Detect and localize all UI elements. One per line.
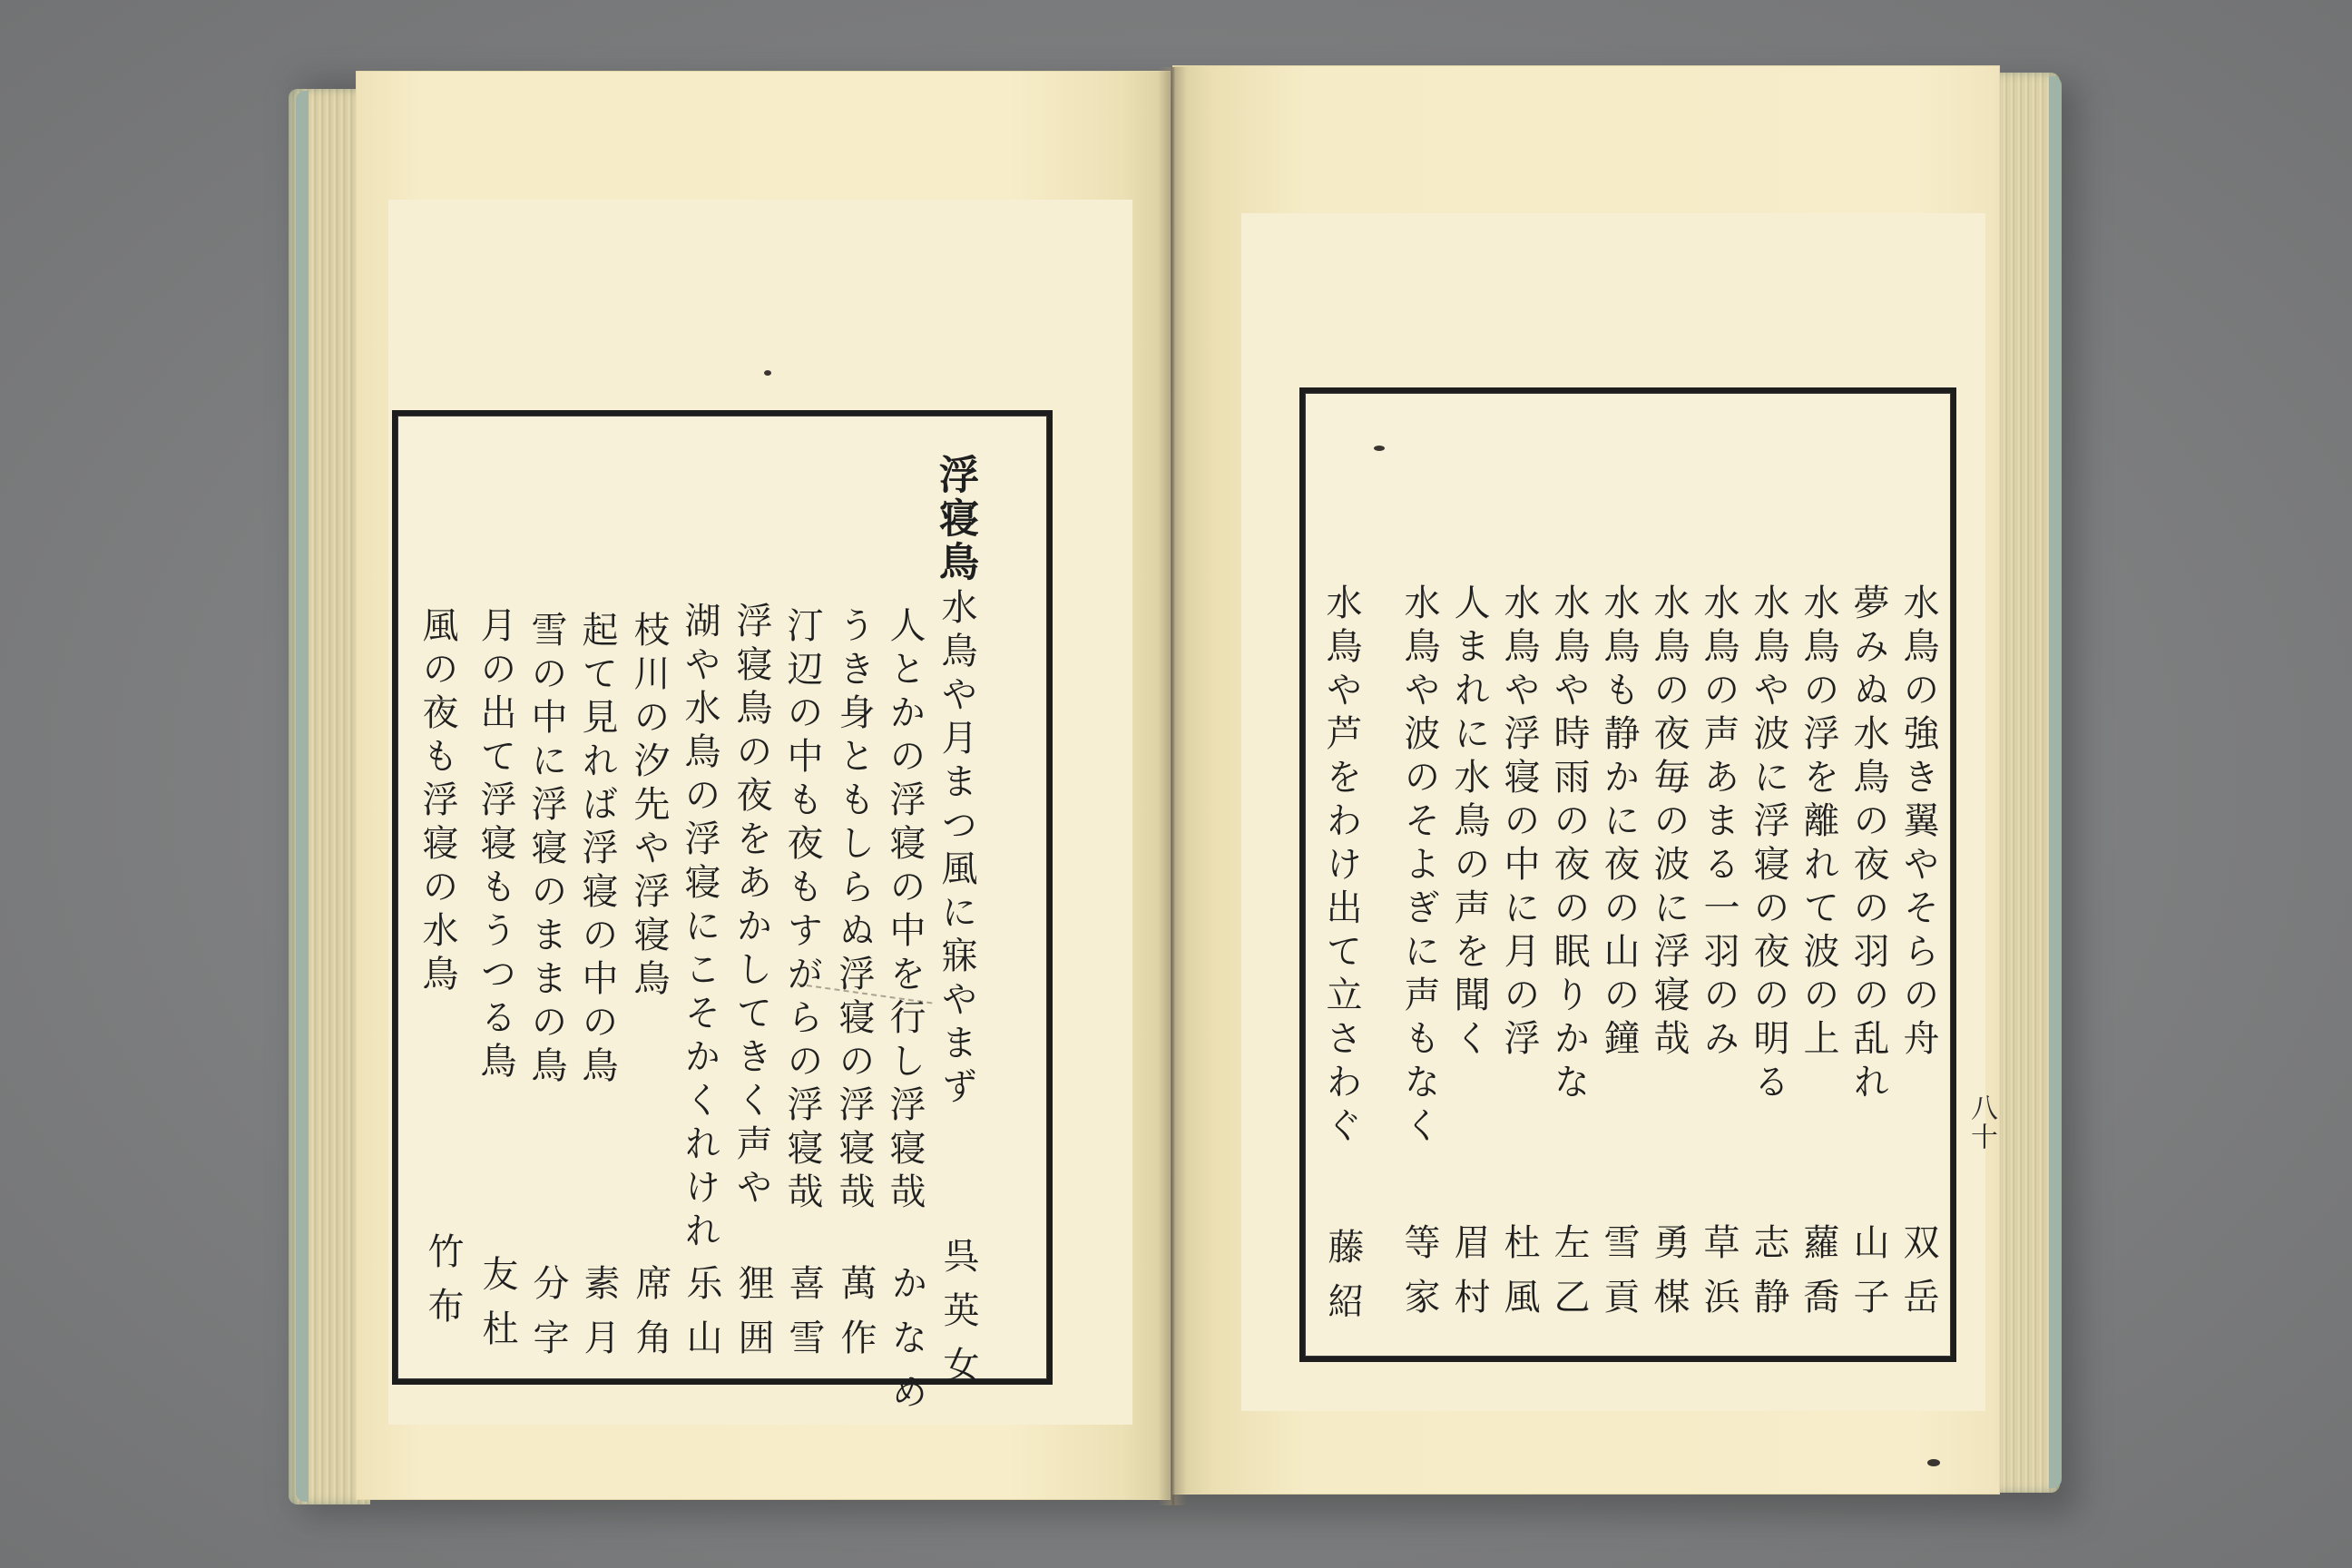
poem-section-title: 浮寝鳥 (932, 454, 978, 584)
left-poem-verse-9: 雪の中に浮寝のままの鳥 (525, 611, 567, 1090)
left-poem-verse-2: 人とかの浮寝の中を行し浮寝哉 (884, 606, 926, 1216)
ink-speck (764, 370, 771, 376)
left-poem-author-6: 乐山 (681, 1264, 722, 1373)
right-poem-verse-8: 水鳥や時雨の夜の眠りかな (1548, 583, 1590, 1106)
right-poem-author-6: 勇楳 (1648, 1223, 1690, 1332)
left-poem-verse-7: 枝川の汐先や浮寝鳥 (628, 611, 670, 1003)
left-poem-author-9: 分字 (527, 1264, 569, 1373)
right-poem-author-9: 杜風 (1498, 1223, 1540, 1332)
right-poem-verse-5: 水鳥の声あまる一羽のみ (1698, 583, 1740, 1063)
right-poem-verse-12: 水鳥や芦をわけ出て立さわぐ (1320, 583, 1362, 1150)
right-poem-author-1: 双岳 (1897, 1223, 1939, 1332)
right-poem-author-8: 左乙 (1548, 1223, 1590, 1332)
left-poem-verse-4: 汀辺の中も夜もすがらの浮寝哉 (781, 606, 823, 1216)
ink-speck (1927, 1459, 1940, 1466)
left-poem-verse-5: 浮寝鳥の夜をあかしてきく声や (730, 602, 772, 1211)
right-text-frame (1299, 387, 1956, 1362)
left-poem-author-4: 喜雪 (783, 1264, 825, 1373)
left-poem-author-11: 竹布 (422, 1232, 464, 1341)
right-poem-author-3: 蘿喬 (1798, 1223, 1839, 1332)
right-poem-verse-11: 水鳥や波のそよぎに声もなく (1398, 583, 1440, 1150)
right-poem-verse-7: 水鳥も静かに夜の山の鐘 (1598, 583, 1640, 1063)
left-poem-author-1: 呉英女 (937, 1237, 979, 1400)
right-poem-author-11: 等家 (1398, 1223, 1440, 1332)
right-poem-author-2: 山子 (1847, 1223, 1889, 1332)
right-poem-author-7: 雪貢 (1598, 1223, 1640, 1332)
left-poem-author-5: 狸囲 (732, 1264, 774, 1373)
right-poem-author-12: 藤紹 (1322, 1228, 1364, 1337)
right-poem-author-10: 眉村 (1448, 1223, 1490, 1332)
left-poem-verse-10: 月の出て浮寝もうつる鳥 (475, 606, 516, 1085)
right-poem-verse-4: 水鳥や波に浮寝の夜の明る (1748, 583, 1789, 1106)
left-poem-author-2: かなめ (886, 1264, 927, 1427)
right-poem-verse-9: 水鳥や浮寝の中に月の浮 (1498, 583, 1540, 1063)
right-poem-verse-3: 水鳥の浮を離れて波の上 (1798, 583, 1839, 1063)
right-poem-verse-10: 人まれに水鳥の声を聞く (1448, 583, 1490, 1063)
ink-speck (1374, 446, 1385, 451)
left-poem-verse-8: 起て見れば浮寝の中の鳥 (576, 611, 618, 1090)
left-poem-author-3: 萬作 (835, 1264, 877, 1373)
right-poem-verse-2: 夢みぬ水鳥の夜の羽の乱れ (1847, 583, 1889, 1106)
book-gutter (1158, 67, 1187, 1505)
left-poem-verse-11: 風の夜も浮寝の水鳥 (416, 606, 458, 998)
right-poem-verse-6: 水鳥の夜毎の波に浮寝哉 (1648, 583, 1690, 1063)
cover-edge-left (296, 91, 309, 1502)
page-number: 八十 (1965, 1093, 1997, 1152)
left-poem-author-7: 席角 (630, 1264, 671, 1373)
left-poem-author-8: 素月 (578, 1264, 620, 1373)
left-text-frame (392, 410, 1053, 1427)
left-poem-verse-6: 湖や水鳥の浮寝にこそかくれけれ (679, 602, 720, 1255)
left-poem-verse-1: 水鳥や月まつ風に寐やまず (936, 588, 977, 1111)
left-poem-verse-3: うき身ともしらぬ浮寝の浮寝哉 (833, 606, 875, 1216)
right-poem-author-5: 草浜 (1698, 1223, 1740, 1332)
right-poem-verse-1: 水鳥の強き翼やそらの舟 (1897, 583, 1939, 1063)
cover-edge-right (2049, 76, 2062, 1488)
right-poem-author-4: 志静 (1748, 1223, 1789, 1332)
left-poem-author-10: 友杜 (476, 1255, 518, 1364)
